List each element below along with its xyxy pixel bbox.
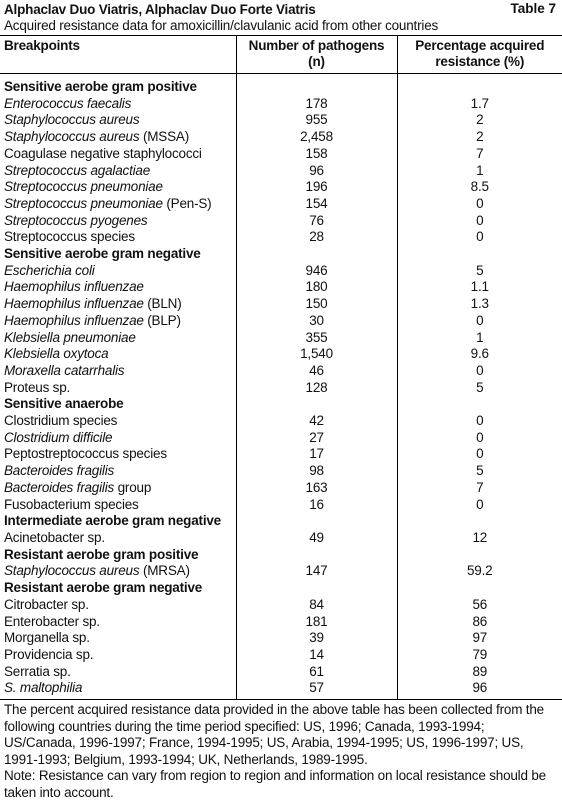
pathogen-count: 30 — [236, 313, 397, 330]
pathogen-name: Fusobacterium species — [4, 496, 139, 512]
empty-cell — [397, 246, 562, 263]
empty-cell — [397, 547, 562, 564]
pathogen-name: Clostridium species — [4, 413, 118, 429]
pathogen-count: 180 — [236, 279, 397, 296]
resistance-percentage: 0 — [397, 229, 562, 246]
pathogen-count: 42 — [236, 413, 397, 430]
pathogen-cell — [0, 163, 236, 180]
table-row — [0, 430, 562, 447]
pathogen-count: 196 — [236, 179, 397, 196]
table-header-row — [0, 36, 562, 74]
section-header-row — [0, 74, 562, 96]
column-header-pathogens-line2: (n) — [308, 54, 325, 69]
empty-cell — [397, 74, 562, 96]
resistance-percentage: 0 — [397, 413, 562, 430]
pathogen-count: 16 — [236, 497, 397, 514]
table-row — [0, 296, 562, 313]
table-row — [0, 330, 562, 347]
table-row — [0, 146, 562, 163]
pathogen-name: Staphylococcus aureus — [4, 112, 140, 128]
resistance-percentage: 0 — [397, 313, 562, 330]
footnote-regional-note: Note: Resistance can vary from region to region and information on local resistance should be taken into account. — [4, 768, 546, 800]
pathogen-count: 128 — [236, 380, 397, 397]
table-row — [0, 229, 562, 246]
empty-cell — [397, 396, 562, 413]
pathogen-qualifier: (MSSA) — [139, 129, 189, 145]
table-row — [0, 380, 562, 397]
empty-cell — [236, 547, 397, 564]
pathogen-qualifier: (MRSA) — [139, 563, 190, 579]
pathogen-count: 28 — [236, 229, 397, 246]
pathogen-cell — [0, 179, 236, 196]
table-caption: Acquired resistance data for amoxicillin/clavulanic acid from other countries — [4, 18, 439, 33]
table-number: Table 7 — [510, 1, 556, 16]
resistance-percentage: 59.2 — [397, 563, 562, 580]
pathogen-cell — [0, 363, 236, 380]
pathogen-name: Haemophilus influenzae — [4, 312, 144, 328]
section-label: Sensitive aerobe gram positive — [4, 79, 197, 94]
pathogen-count: 178 — [236, 96, 397, 113]
resistance-percentage: 2 — [397, 112, 562, 129]
pathogen-cell — [0, 96, 236, 113]
pathogen-name: Klebsiella oxytoca — [4, 346, 109, 362]
resistance-percentage: 86 — [397, 614, 562, 631]
pathogen-name: Enterococcus faecalis — [4, 95, 132, 111]
pathogen-name: Haemophilus influenzae — [4, 296, 144, 312]
empty-cell — [397, 580, 562, 597]
footnote-sources: The percent acquired resistance data provided in the above table has been collected from the following countries during the time period specified: US, 1996; Canada, 1993-1994; US/Canada, 1996-1997; France, 1994-1995; US, Arabia, 1994-1995; US, 1996-1997; US, 1991-1993; Belgium, 1993-1994; UK, Netherlands, 1989-1995. — [4, 702, 544, 767]
pathogen-cell — [0, 497, 236, 514]
resistance-percentage: 0 — [397, 196, 562, 213]
resistance-percentage: 5 — [397, 263, 562, 280]
pathogen-count: 84 — [236, 597, 397, 614]
table-row — [0, 597, 562, 614]
resistance-percentage: 8.5 — [397, 179, 562, 196]
pathogen-count: 61 — [236, 664, 397, 681]
table-row — [0, 664, 562, 681]
table-row — [0, 196, 562, 213]
pathogen-cell — [0, 229, 236, 246]
resistance-percentage: 97 — [397, 630, 562, 647]
pathogen-qualifier: (Pen-S) — [162, 195, 212, 211]
pathogen-name: Providencia sp. — [4, 646, 94, 662]
pathogen-count: 955 — [236, 112, 397, 129]
column-header-breakpoints — [0, 36, 236, 74]
pathogen-count: 96 — [236, 163, 397, 180]
pathogen-qualifier: (BLP) — [143, 312, 181, 328]
table-row — [0, 497, 562, 514]
empty-cell — [236, 513, 397, 530]
pathogen-cell — [0, 146, 236, 163]
empty-cell — [397, 513, 562, 530]
pathogen-cell — [0, 380, 236, 397]
resistance-percentage: 7 — [397, 146, 562, 163]
pathogen-count: 158 — [236, 146, 397, 163]
pathogen-count: 150 — [236, 296, 397, 313]
section-label: Sensitive aerobe gram negative — [4, 246, 201, 262]
pathogen-cell — [0, 296, 236, 313]
pathogen-cell — [0, 330, 236, 347]
resistance-percentage: 1.3 — [397, 296, 562, 313]
resistance-percentage: 1.7 — [397, 96, 562, 113]
pathogen-qualifier: group — [114, 479, 152, 495]
pathogen-cell — [0, 430, 236, 447]
pathogen-cell — [0, 213, 236, 230]
pathogen-name: Proteus sp. — [4, 379, 71, 395]
pathogen-name: S. maltophilia — [4, 680, 83, 696]
table-footnote — [0, 699, 562, 801]
pathogen-count: 17 — [236, 446, 397, 463]
table-row — [0, 630, 562, 647]
pathogen-name: Bacteroides fragilis — [4, 463, 115, 479]
pathogen-count: 39 — [236, 630, 397, 647]
pathogen-name: Clostridium difficile — [4, 429, 113, 445]
table-row — [0, 563, 562, 580]
table-row — [0, 112, 562, 129]
table-row — [0, 530, 562, 547]
pathogen-name: Peptostreptococcus species — [4, 446, 167, 462]
resistance-percentage: 79 — [397, 647, 562, 664]
resistance-percentage: 5 — [397, 463, 562, 480]
table-row — [0, 129, 562, 146]
pathogen-count: 147 — [236, 563, 397, 580]
pathogen-cell — [0, 413, 236, 430]
column-header-pathogens — [236, 36, 397, 74]
empty-cell — [236, 396, 397, 413]
pathogen-name: Klebsiella pneumoniae — [4, 329, 136, 345]
pathogen-count: 46 — [236, 363, 397, 380]
table-row — [0, 463, 562, 480]
pathogen-name: Streptococcus pneumoniae — [4, 195, 163, 211]
pathogen-name: Streptococcus species — [4, 229, 135, 245]
resistance-percentage: 7 — [397, 480, 562, 497]
pathogen-count: 154 — [236, 196, 397, 213]
pathogen-cell — [0, 647, 236, 664]
pathogen-count: 49 — [236, 530, 397, 547]
section-header-row — [0, 246, 562, 263]
table-body — [0, 74, 562, 700]
resistance-percentage: 5 — [397, 380, 562, 397]
pathogen-name: Haemophilus influenzae — [4, 279, 144, 295]
document-header — [0, 0, 562, 18]
pathogen-cell — [0, 597, 236, 614]
resistance-percentage: 1 — [397, 163, 562, 180]
document-title: Alphaclav Duo Viatris, Alphaclav Duo Forte Viatris — [4, 2, 316, 17]
pathogen-name: Citrobacter sp. — [4, 596, 89, 612]
pathogen-cell — [0, 480, 236, 497]
pathogen-count: 27 — [236, 430, 397, 447]
table-row — [0, 263, 562, 280]
pathogen-cell — [0, 630, 236, 647]
resistance-percentage: 0 — [397, 363, 562, 380]
resistance-table — [0, 35, 562, 699]
resistance-percentage: 0 — [397, 430, 562, 447]
column-header-resistance-line2: resistance (%) — [435, 54, 525, 69]
pathogen-name: Enterobacter sp. — [4, 613, 100, 629]
pathogen-cell — [0, 196, 236, 213]
empty-cell — [236, 580, 397, 597]
pathogen-name: Serratia sp. — [4, 663, 71, 679]
pathogen-count: 946 — [236, 263, 397, 280]
pathogen-cell — [0, 129, 236, 146]
pathogen-name: Bacteroides fragilis — [4, 479, 115, 495]
pathogen-name: Staphylococcus aureus — [4, 129, 140, 145]
resistance-percentage: 56 — [397, 597, 562, 614]
pathogen-cell — [0, 446, 236, 463]
resistance-percentage: 1 — [397, 330, 562, 347]
column-header-pathogens-line1: Number of pathogens — [248, 38, 385, 53]
pathogen-name: Acinetobacter sp. — [4, 529, 105, 545]
pathogen-cell — [0, 346, 236, 363]
section-header-row — [0, 547, 562, 564]
pathogen-cell — [0, 614, 236, 631]
pathogen-cell — [0, 112, 236, 129]
column-header-resistance — [397, 36, 562, 74]
pathogen-count: 163 — [236, 480, 397, 497]
pathogen-cell — [0, 313, 236, 330]
pathogen-name: Escherichia coli — [4, 262, 95, 278]
pathogen-cell — [0, 263, 236, 280]
pathogen-name: Moraxella catarrhalis — [4, 362, 125, 378]
resistance-percentage: 0 — [397, 446, 562, 463]
pathogen-cell — [0, 680, 236, 699]
resistance-percentage: 2 — [397, 129, 562, 146]
pathogen-cell — [0, 664, 236, 681]
pathogen-count: 57 — [236, 680, 397, 699]
section-label: Resistant aerobe gram positive — [4, 546, 199, 562]
empty-cell — [236, 246, 397, 263]
table-row — [0, 614, 562, 631]
table-row — [0, 96, 562, 113]
resistance-percentage: 0 — [397, 213, 562, 230]
table-row — [0, 446, 562, 463]
resistance-percentage: 9.6 — [397, 346, 562, 363]
table-row — [0, 480, 562, 497]
pathogen-name: Morganella sp. — [4, 630, 90, 646]
pathogen-cell — [0, 463, 236, 480]
table-row — [0, 413, 562, 430]
table-row — [0, 163, 562, 180]
pathogen-cell — [0, 530, 236, 547]
section-header-row — [0, 513, 562, 530]
table-row — [0, 213, 562, 230]
section-label: Resistant aerobe gram negative — [4, 580, 203, 596]
resistance-percentage: 89 — [397, 664, 562, 681]
pathogen-name: Coagulase negative staphylococci — [4, 145, 202, 161]
table-row — [0, 313, 562, 330]
pathogen-count: 181 — [236, 614, 397, 631]
resistance-percentage: 96 — [397, 680, 562, 699]
empty-cell — [236, 74, 397, 96]
pathogen-count: 76 — [236, 213, 397, 230]
table-row — [0, 680, 562, 699]
pathogen-count: 355 — [236, 330, 397, 347]
column-header-resistance-line1: Percentage acquired — [415, 38, 545, 53]
pathogen-name: Staphylococcus aureus — [4, 563, 140, 579]
pathogen-name: Streptococcus agalactiae — [4, 162, 151, 178]
table-row — [0, 179, 562, 196]
section-label: Sensitive anaerobe — [4, 396, 124, 412]
pathogen-cell — [0, 563, 236, 580]
pathogen-count: 2,458 — [236, 129, 397, 146]
table-row — [0, 647, 562, 664]
section-label: Intermediate aerobe gram negative — [4, 513, 221, 529]
table-row — [0, 346, 562, 363]
pathogen-count: 1,540 — [236, 346, 397, 363]
resistance-percentage: 1.1 — [397, 279, 562, 296]
pathogen-count: 98 — [236, 463, 397, 480]
table-row — [0, 363, 562, 380]
pathogen-count: 14 — [236, 647, 397, 664]
resistance-percentage: 12 — [397, 530, 562, 547]
pathogen-name: Streptococcus pneumoniae — [4, 179, 163, 195]
column-header-breakpoints-label: Breakpoints — [4, 38, 80, 53]
pathogen-qualifier: (BLN) — [143, 296, 182, 312]
section-header-row — [0, 396, 562, 413]
resistance-percentage: 0 — [397, 497, 562, 514]
table-row — [0, 279, 562, 296]
pathogen-cell — [0, 279, 236, 296]
pathogen-name: Streptococcus pyogenes — [4, 212, 148, 228]
section-header-row — [0, 580, 562, 597]
